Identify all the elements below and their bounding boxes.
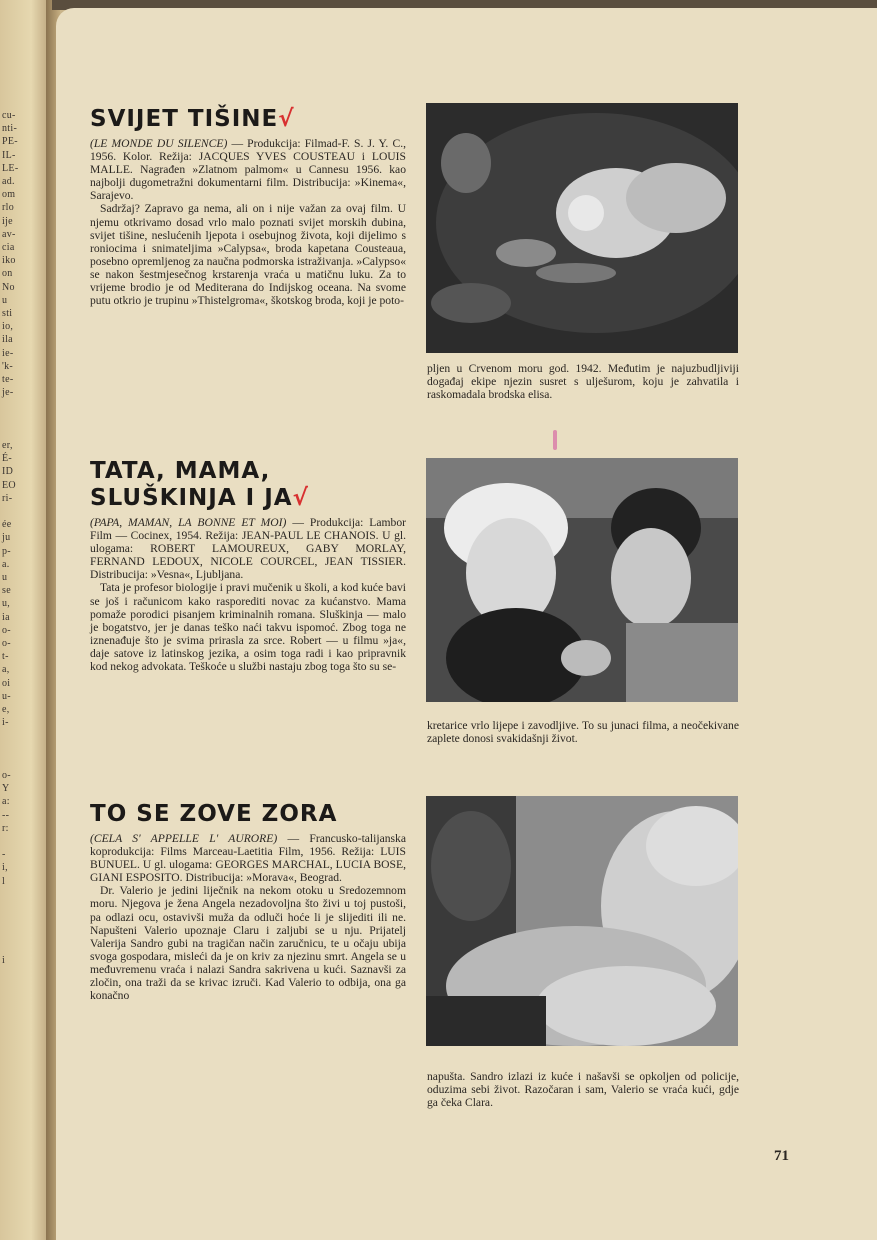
previous-page-fragment: 'k- <box>2 360 14 372</box>
article-to-se-zove-zora <box>90 801 406 1002</box>
previous-page-fragment: o- <box>2 638 11 649</box>
magazine-page <box>56 8 877 1240</box>
previous-page-fragment: É- <box>2 453 13 465</box>
previous-page-fragment: ju <box>2 532 11 544</box>
article-tata-mama <box>90 458 406 673</box>
previous-page-fragment: - <box>2 849 6 861</box>
ink-mark <box>553 430 557 450</box>
previous-page-edge <box>0 0 52 1240</box>
previous-page-fragment: ia <box>2 611 10 623</box>
previous-page-fragment: oi <box>2 677 11 689</box>
previous-page-fragment: ri- <box>2 492 13 504</box>
photo-caption-2: kretarice vrlo lijepe i zavodljive. To su junaci filma, a neočekivane zaplete donosi svakidašnji život. <box>427 719 739 746</box>
previous-page-fragment: cia <box>2 242 15 253</box>
previous-page-fragment: -- <box>2 809 10 821</box>
page-number: 71 <box>774 1148 789 1164</box>
title-text: TO SE ZOVE ZORA <box>90 801 338 827</box>
previous-page-fragment: sti <box>2 308 13 319</box>
photo-underwater-divers <box>426 103 738 353</box>
couple-photo-drawing <box>426 458 738 702</box>
previous-page-fragment: te- <box>2 374 14 385</box>
check-mark: √ <box>292 485 309 511</box>
article-svijet-tisine <box>90 106 406 307</box>
previous-page-fragment: av- <box>2 228 16 240</box>
previous-page-fragment: on <box>2 268 13 280</box>
previous-page-fragment: EO <box>2 479 16 491</box>
previous-page-fragment: a. <box>2 558 10 570</box>
title-text: TATA, MAMA, SLUŠKINJA I JA <box>90 458 293 511</box>
two-men-photo-drawing <box>426 796 738 1046</box>
previous-page-fragment: u <box>2 572 8 583</box>
article-title <box>90 106 406 133</box>
article-body <box>90 137 406 307</box>
synopsis-text: Sadržaj? Zapravo ga nema, ali on i nije važan za ovaj film. U njemu otkrivamo dosad vrlo malo poznati svijet morskih dubina, svijet tišine, neslućenih ljepota i osebujnog života, koji dijelimo s roniocima i snimateljima »Calypsa«, broda kapetana Cousteaua, posebno opremljenog za naučna podmorska istraživanja. »Calypso« se nakon šestmjesečnog krstarenja vraća u matičnu luku. Za to vrijeme brodio je od Mediterana do Indijskog oceana. Na svome putu otkrio je trupinu »Thistelgroma«, škotskog broda, koji je poto- <box>90 202 406 308</box>
credits-text: — Produkcija: Lambor Film — Cocinex, 1954. Režija: JEAN-PAUL LE CHANOIS. U gl. ulogama: ROBERT LAMOUREUX, GABY MORLAY, FERNAND LEDOUX, NICOLE COURCEL, JEAN TISSIER. Distribucija: »Vesna«, Ljubljana. <box>90 516 406 582</box>
previous-page-fragment: LE- <box>2 162 19 174</box>
previous-page-fragment: IL- <box>2 149 16 161</box>
credits-paragraph <box>90 516 406 581</box>
previous-page-fragment: om <box>2 189 16 201</box>
original-title: (CELA S' APPELLE L' AURORE) <box>90 832 278 845</box>
previous-page-fragment: l <box>2 875 6 887</box>
credits-paragraph <box>90 137 406 202</box>
credits-paragraph <box>90 832 406 884</box>
article-body <box>90 832 406 1002</box>
previous-page-fragment: ila <box>2 334 13 346</box>
photo-caption-3: napušta. Sandro izlazi iz kuće i našavši se opkoljen od policije, oduzima sebi život. Razočaran i sam, Valerio se vraća kući, gdje ga čeka Clara. <box>427 1070 739 1110</box>
previous-page-fragment: i, <box>2 862 8 874</box>
previous-page-fragment: ie- <box>2 347 14 359</box>
previous-page-fragment: p- <box>2 545 11 557</box>
previous-page-fragment: io, <box>2 321 14 333</box>
previous-page-fragment: iko <box>2 255 16 267</box>
previous-page-fragment: PE- <box>2 136 18 148</box>
previous-page-fragment: t- <box>2 651 9 663</box>
previous-page-fragment: r: <box>2 822 9 834</box>
previous-page-fragment: se <box>2 585 11 597</box>
synopsis-text: Dr. Valerio je jedini liječnik na nekom otoku u Sredozemnom moru. Njegova je žena Angela nezadovoljna što živi u toj pustoši, pa odlazi ocu, ostavivši muža da odluči hoće li je slijediti ili ne. Napušteni Valerio upoznaje Claru i zaljubi se u nju. Prijatelj Valerija Sandro gubi na tragičan način zaručnicu, te u očaju ubija svoga gospodara, misleći da je on kriv za njezinu smrt. Angela se u međuvremenu vraća i nalazi Sandra sakrivena u kući. Saznavši za zločin, ona traži da se krivac izruči. Kad Valerio to odbija, ona ga konačno <box>90 884 406 1003</box>
article-title <box>90 458 406 512</box>
previous-page-fragment: No <box>2 281 15 293</box>
previous-page-fragment: u- <box>2 690 11 702</box>
previous-page-fragment: a: <box>2 796 10 808</box>
previous-page-fragment: i <box>2 954 6 966</box>
article-title <box>90 801 406 828</box>
title-text: SVIJET TIŠINE <box>90 106 279 132</box>
original-title: (LE MONDE DU SILENCE) <box>90 137 228 150</box>
previous-page-fragment: rlo <box>2 202 15 214</box>
previous-page-fragment: u <box>2 294 8 306</box>
credits-text: — Francusko-talijanska koprodukcija: Films Marceau-Laetitia Film, 1956. Režija: LUIS BUNUEL. U gl. ulogama: GEORGES MARCHAL, LUCIA BOSE, GIANI ESPOSITO. Distribucija: »Morava«, Beograd. <box>90 832 406 885</box>
previous-page-fragment: ID <box>2 466 14 478</box>
previous-page-fragment: Y <box>2 783 10 795</box>
previous-page-fragment: i- <box>2 717 9 729</box>
check-mark: √ <box>278 106 295 132</box>
previous-page-fragment: e, <box>2 704 10 715</box>
photo-couple <box>426 458 738 702</box>
previous-page-fragment: a, <box>2 664 10 676</box>
article-body <box>90 516 406 673</box>
synopsis-text: Tata je profesor biologije i pravi mučenik u školi, a kod kuće bavi se još i računicom kako rasporediti novac za kućanstvo. Mama pomaže porodici pisanjem kriminalnih romana. Sluškinja — malo je bogatstvo, jer je danas teško naći takvu ispomoć. Zbog toga ne iznenađuje što je svima prirasla za srce. Robert — u filmu »ja«, daje satove iz latinskog jezika, a osim toga radi i kao pripravnik kod nekog advokata. Teškoće u službi nastaju zbog toga što su se- <box>90 581 406 674</box>
photo-two-men <box>426 796 738 1046</box>
previous-page-fragment: je- <box>2 387 14 399</box>
underwater-photo-drawing <box>426 103 738 353</box>
previous-page-fragment: ije <box>2 215 13 227</box>
previous-page-fragment: o- <box>2 770 11 781</box>
previous-page-fragment: cu- <box>2 110 16 121</box>
photo-caption-1: pljen u Crvenom moru god. 1942. Međutim je najuzbudljiviji događaj ekipe njezin susret s ulješurom, koju je zahvatila i raskomadala brodska elisa. <box>427 362 739 402</box>
credits-text: — Produkcija: Filmad-F. S. J. Y. C., 1956. Kolor. Režija: JACQUES YVES COUSTEAU i LOUIS MALLE. Nagrađen »Zlatnom palmom« u Cannesu 1956. kao najbolji dugometražni dokumentarni film. Distribucija: »Kinema«, Sarajevo. <box>90 137 406 203</box>
original-title: (PAPA, MAMAN, LA BONNE ET MOI) <box>90 516 287 529</box>
previous-page-fragment: u, <box>2 598 11 610</box>
previous-page-fragment: nti- <box>2 123 18 135</box>
previous-page-fragment: ée <box>2 519 12 531</box>
previous-page-fragment: er, <box>2 440 13 451</box>
previous-page-fragment: ad. <box>2 176 15 187</box>
previous-page-fragment: o- <box>2 624 11 636</box>
